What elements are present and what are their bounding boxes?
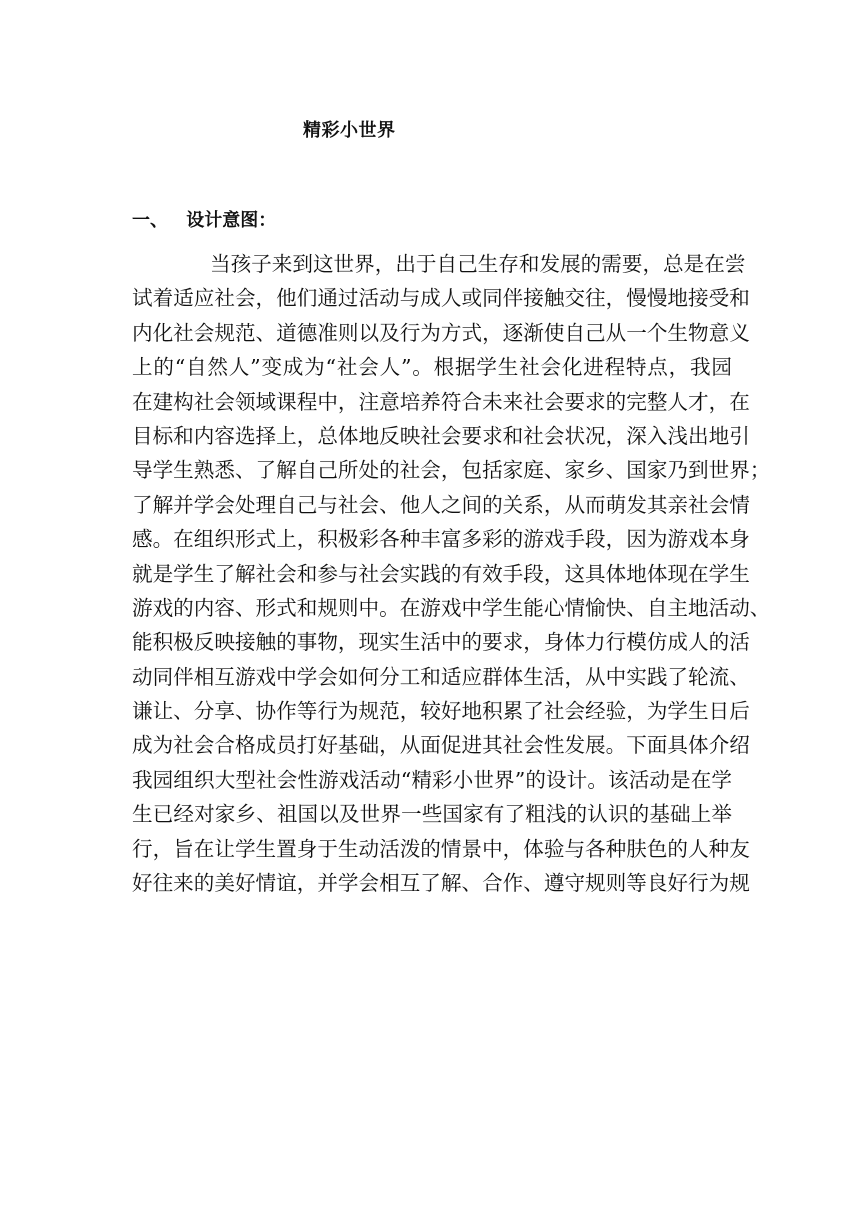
paragraph-line: 我园组织大型社会性游戏活动“精彩小世界”的设计。该活动是在学 bbox=[132, 767, 732, 792]
paragraph-line: 好往来的美好情谊，并学会相互了解、合作、遵守规则等良好行为规 bbox=[132, 871, 750, 896]
paragraph-line: 上的“自然人”变成为“社会人”。根据学生社会化进程特点，我园 bbox=[132, 355, 732, 380]
paragraph-line: 当孩子来到这世界，出于自己生存和发展的需要，总是在尝 bbox=[210, 252, 746, 276]
paragraph-line: 就是学生了解社会和参与社会实践的有效手段，这具体地体现在学生 bbox=[132, 561, 750, 586]
paragraph-line: 游戏的内容、形式和规则中。在游戏中学生能心情愉快、自主地活动、 bbox=[132, 595, 771, 620]
paragraph-line: 行，旨在让学生置身于生动活泼的情景中，体验与各种肤色的人种友 bbox=[132, 836, 750, 861]
page-title: 精彩小世界 bbox=[303, 120, 396, 141]
paragraph-line: 试着适应社会，他们通过活动与成人或同伴接触交往，慢慢地接受和 bbox=[132, 286, 750, 311]
paragraph-line: 成为社会合格成员打好基础，从面促进其社会性发展。下面具体介绍 bbox=[132, 733, 750, 758]
section-heading-text: 设计意图： bbox=[186, 210, 277, 231]
paragraph-line: 导学生熟悉、了解自己所处的社会，包括家庭、家乡、国家乃到世界； bbox=[132, 458, 771, 483]
paragraph-line: 内化社会规范、道德准则以及行为方式，逐渐使自己从一个生物意义 bbox=[132, 320, 750, 345]
paragraph-line: 了解并学会处理自己与社会、他人之间的关系，从而萌发其亲社会情 bbox=[132, 492, 750, 517]
paragraph-line: 生已经对家乡、祖国以及世界一些国家有了粗浅的认识的基础上举 bbox=[132, 802, 732, 827]
paragraph-line: 在建构社会领域课程中，注意培养符合未来社会要求的完整人才，在 bbox=[132, 389, 750, 414]
paragraph-line: 动同伴相互游戏中学会如何分工和适应群体生活，从中实践了轮流、 bbox=[132, 664, 750, 689]
paragraph-line: 感。在组织形式上，积极彩各种丰富多彩的游戏手段，因为游戏本身 bbox=[132, 527, 750, 552]
paragraph-line: 目标和内容选择上，总体地反映社会要求和社会状况，深入浅出地引 bbox=[132, 423, 750, 448]
section-number: 一、 bbox=[132, 210, 168, 231]
paragraph-line: 谦让、分享、协作等行为规范，较好地积累了社会经验，为学生日后 bbox=[132, 699, 750, 724]
paragraph-line: 能积极反映接触的事物，现实生活中的要求，身体力行模仿成人的活 bbox=[132, 630, 750, 655]
section-heading bbox=[132, 206, 276, 232]
body-paragraph bbox=[132, 247, 771, 900]
